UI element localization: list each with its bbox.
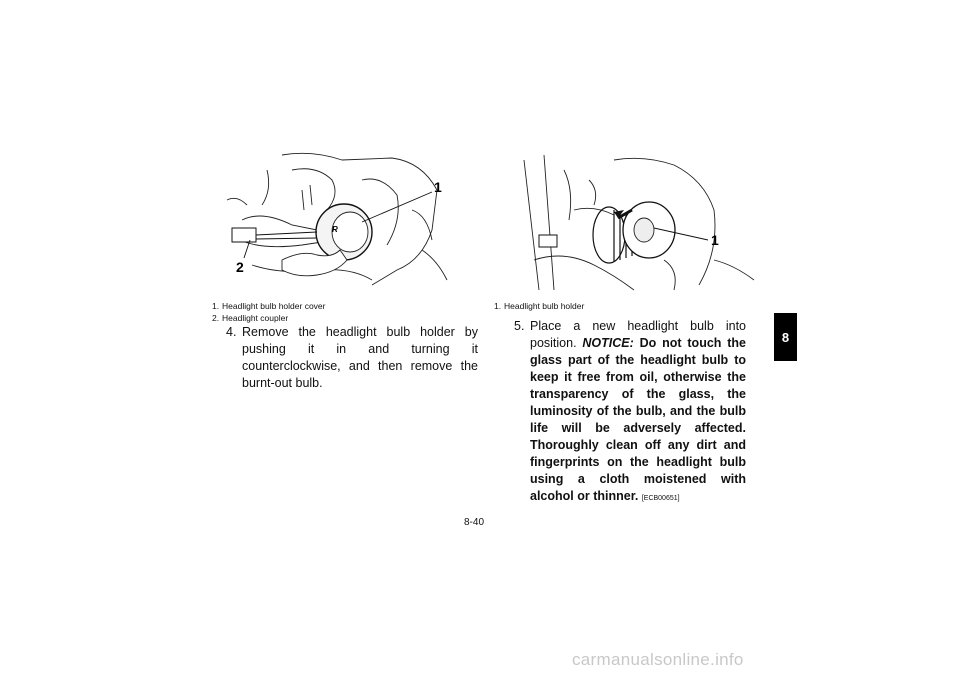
step-5 bbox=[514, 318, 746, 507]
step-text: Remove the headlight bulb holder by pushing it in and turning it counterclockwise, and then remove the burnt-out bulb. bbox=[242, 325, 478, 390]
step-4 bbox=[226, 324, 478, 392]
chapter-tab: 8 bbox=[774, 313, 797, 361]
step-text: Place a new headlight bulb into position. bbox=[530, 319, 746, 350]
caption-item: 1. Headlight bulb holder cover bbox=[212, 301, 326, 311]
watermark: carmanualsonline.info bbox=[572, 650, 744, 669]
figure-headlight-cover bbox=[222, 150, 490, 298]
figure-left-captions bbox=[212, 300, 325, 324]
caption-item: 1. Headlight bulb holder bbox=[494, 301, 585, 311]
caption-item: 2. Headlight coupler bbox=[212, 313, 289, 323]
line-art-illustration bbox=[222, 150, 490, 298]
step-number: 4. bbox=[226, 325, 237, 339]
line-art-illustration bbox=[514, 150, 782, 298]
callout-2: 2 bbox=[236, 259, 244, 275]
page-number: 8-40 bbox=[464, 517, 485, 528]
figure-bulb-holder bbox=[514, 150, 782, 298]
notice-label: NOTICE: bbox=[582, 336, 634, 350]
reference-code: [ECB00651] bbox=[641, 495, 680, 502]
notice-text: Do not touch the glass part of the headlight bulb to keep it free from oil, otherwise the transparency of the glass, the luminosity of the bulb, and the bulb life will be adversely affected. Thoroughly clean off any dirt and fingerprints on the headlight bulb using a cloth moistened with alcohol or thinner. bbox=[530, 336, 746, 503]
step-number: 5. bbox=[514, 319, 525, 333]
figure-right-captions bbox=[494, 300, 584, 312]
callout-1: 1 bbox=[434, 179, 442, 195]
callout-1: 1 bbox=[711, 232, 719, 248]
stamp-letter: R bbox=[332, 225, 338, 234]
